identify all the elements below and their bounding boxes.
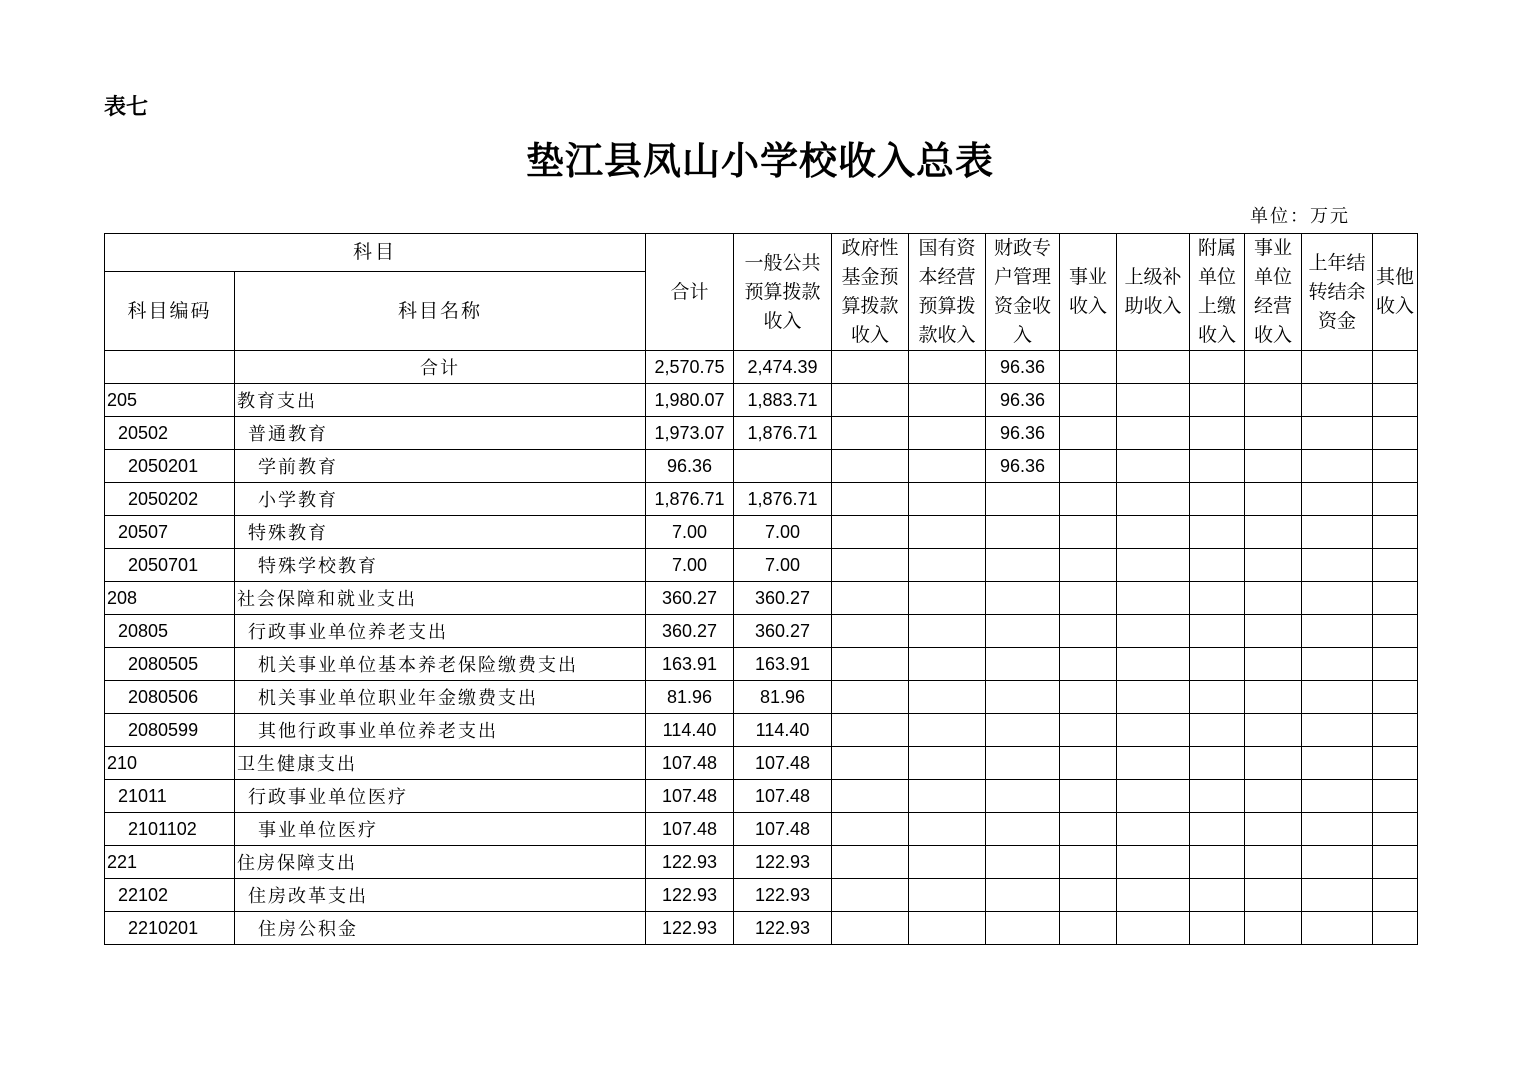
cell-empty xyxy=(1373,615,1418,648)
cell-empty xyxy=(1060,648,1117,681)
cell-general-budget: 1,883.71 xyxy=(734,384,832,417)
cell-general-budget: 360.27 xyxy=(734,582,832,615)
cell-total: 7.00 xyxy=(646,549,734,582)
cell-empty xyxy=(1190,747,1245,780)
cell-empty xyxy=(1190,351,1245,384)
cell-empty xyxy=(1117,351,1190,384)
cell-code: 2210201 xyxy=(105,912,235,945)
table-row xyxy=(105,780,1418,813)
cell-general-budget: 114.40 xyxy=(734,714,832,747)
cell-general-budget: 107.48 xyxy=(734,747,832,780)
cell-name: 学前教育 xyxy=(235,450,646,483)
cell-empty xyxy=(1245,681,1302,714)
cell-empty xyxy=(1117,615,1190,648)
cell-state-capital xyxy=(909,747,986,780)
cell-empty xyxy=(1117,582,1190,615)
cell-name: 卫生健康支出 xyxy=(235,747,646,780)
cell-state-capital xyxy=(909,549,986,582)
cell-total: 1,973.07 xyxy=(646,417,734,450)
cell-empty xyxy=(1117,780,1190,813)
cell-empty xyxy=(1060,912,1117,945)
cell-special-account xyxy=(986,912,1060,945)
cell-empty xyxy=(1117,384,1190,417)
cell-general-budget: 7.00 xyxy=(734,549,832,582)
cell-total: 163.91 xyxy=(646,648,734,681)
cell-empty xyxy=(1245,846,1302,879)
cell-empty xyxy=(1060,846,1117,879)
cell-code: 210 xyxy=(105,747,235,780)
header-operating: 事业单位经营收入 xyxy=(1245,234,1302,351)
cell-code: 2080599 xyxy=(105,714,235,747)
cell-general-budget: 1,876.71 xyxy=(734,417,832,450)
cell-code: 20502 xyxy=(105,417,235,450)
cell-gov-fund xyxy=(832,351,909,384)
cell-general-budget: 122.93 xyxy=(734,846,832,879)
cell-empty xyxy=(1190,615,1245,648)
header-superior-subsidy: 上级补助收入 xyxy=(1117,234,1190,351)
cell-empty xyxy=(1190,648,1245,681)
cell-general-budget: 360.27 xyxy=(734,615,832,648)
cell-general-budget: 1,876.71 xyxy=(734,483,832,516)
cell-total: 360.27 xyxy=(646,615,734,648)
cell-empty xyxy=(1373,549,1418,582)
cell-name: 机关事业单位基本养老保险缴费支出 xyxy=(235,648,646,681)
cell-gov-fund xyxy=(832,879,909,912)
cell-empty xyxy=(1302,912,1373,945)
cell-gov-fund xyxy=(832,714,909,747)
cell-special-account xyxy=(986,846,1060,879)
cell-empty xyxy=(1373,879,1418,912)
header-subject: 科目 xyxy=(105,234,646,272)
cell-empty xyxy=(1190,384,1245,417)
header-affiliated: 附属单位上缴收入 xyxy=(1190,234,1245,351)
cell-special-account xyxy=(986,582,1060,615)
cell-empty xyxy=(1302,648,1373,681)
cell-name: 特殊学校教育 xyxy=(235,549,646,582)
header-gov-fund: 政府性基金预算拨款收入 xyxy=(832,234,909,351)
cell-empty xyxy=(1060,450,1117,483)
cell-special-account xyxy=(986,516,1060,549)
cell-name: 行政事业单位医疗 xyxy=(235,780,646,813)
cell-general-budget: 81.96 xyxy=(734,681,832,714)
cell-empty xyxy=(1190,813,1245,846)
cell-empty xyxy=(1190,417,1245,450)
cell-total: 96.36 xyxy=(646,450,734,483)
cell-code: 20507 xyxy=(105,516,235,549)
cell-name: 小学教育 xyxy=(235,483,646,516)
cell-empty xyxy=(1302,582,1373,615)
cell-gov-fund xyxy=(832,384,909,417)
cell-empty xyxy=(1117,549,1190,582)
cell-empty xyxy=(1117,879,1190,912)
cell-empty xyxy=(1060,714,1117,747)
cell-empty xyxy=(1302,516,1373,549)
cell-gov-fund xyxy=(832,615,909,648)
cell-empty xyxy=(1302,714,1373,747)
cell-empty xyxy=(1117,483,1190,516)
cell-name: 住房公积金 xyxy=(235,912,646,945)
cell-special-account: 96.36 xyxy=(986,417,1060,450)
cell-state-capital xyxy=(909,582,986,615)
cell-empty xyxy=(1060,417,1117,450)
cell-empty xyxy=(1060,615,1117,648)
cell-gov-fund xyxy=(832,747,909,780)
cell-empty xyxy=(1190,549,1245,582)
cell-special-account xyxy=(986,780,1060,813)
cell-empty xyxy=(1373,351,1418,384)
cell-empty xyxy=(1302,549,1373,582)
cell-empty xyxy=(1373,648,1418,681)
cell-empty xyxy=(1245,813,1302,846)
cell-empty xyxy=(1373,747,1418,780)
cell-code: 2050701 xyxy=(105,549,235,582)
cell-empty xyxy=(1245,879,1302,912)
table-row xyxy=(105,846,1418,879)
cell-special-account xyxy=(986,549,1060,582)
cell-name: 事业单位医疗 xyxy=(235,813,646,846)
cell-total: 2,570.75 xyxy=(646,351,734,384)
cell-special-account: 96.36 xyxy=(986,450,1060,483)
cell-empty xyxy=(1060,879,1117,912)
cell-gov-fund xyxy=(832,780,909,813)
table-row xyxy=(105,681,1418,714)
cell-special-account: 96.36 xyxy=(986,351,1060,384)
cell-empty xyxy=(1245,747,1302,780)
cell-empty xyxy=(1245,351,1302,384)
cell-empty xyxy=(1302,681,1373,714)
cell-total: 122.93 xyxy=(646,846,734,879)
table-row xyxy=(105,813,1418,846)
cell-empty xyxy=(1190,483,1245,516)
cell-general-budget: 107.48 xyxy=(734,813,832,846)
cell-total: 107.48 xyxy=(646,747,734,780)
cell-empty xyxy=(1373,780,1418,813)
cell-code: 20805 xyxy=(105,615,235,648)
cell-empty xyxy=(1245,384,1302,417)
cell-empty xyxy=(1373,714,1418,747)
table-row xyxy=(105,912,1418,945)
cell-name: 行政事业单位养老支出 xyxy=(235,615,646,648)
cell-code: 21011 xyxy=(105,780,235,813)
header-total: 合计 xyxy=(646,234,734,351)
cell-state-capital xyxy=(909,681,986,714)
cell-code: 221 xyxy=(105,846,235,879)
cell-special-account: 96.36 xyxy=(986,384,1060,417)
cell-empty xyxy=(1373,846,1418,879)
cell-empty xyxy=(1117,813,1190,846)
cell-code: 22102 xyxy=(105,879,235,912)
cell-empty xyxy=(1117,912,1190,945)
cell-gov-fund xyxy=(832,450,909,483)
cell-code: 2080506 xyxy=(105,681,235,714)
cell-state-capital xyxy=(909,648,986,681)
cell-special-account xyxy=(986,483,1060,516)
cell-general-budget: 122.93 xyxy=(734,912,832,945)
cell-empty xyxy=(1190,450,1245,483)
table-row xyxy=(105,582,1418,615)
header-business: 事业收入 xyxy=(1060,234,1117,351)
cell-gov-fund xyxy=(832,483,909,516)
cell-gov-fund xyxy=(832,582,909,615)
cell-gov-fund xyxy=(832,648,909,681)
table-row xyxy=(105,384,1418,417)
cell-total: 107.48 xyxy=(646,780,734,813)
cell-empty xyxy=(1190,582,1245,615)
cell-empty xyxy=(1060,813,1117,846)
cell-state-capital xyxy=(909,450,986,483)
cell-empty xyxy=(1373,912,1418,945)
cell-empty xyxy=(1245,549,1302,582)
cell-empty xyxy=(1190,681,1245,714)
cell-empty xyxy=(1190,714,1245,747)
cell-gov-fund xyxy=(832,846,909,879)
cell-special-account xyxy=(986,879,1060,912)
cell-empty xyxy=(1245,912,1302,945)
cell-empty xyxy=(1245,714,1302,747)
cell-code xyxy=(105,351,235,384)
cell-name: 特殊教育 xyxy=(235,516,646,549)
cell-code: 2050201 xyxy=(105,450,235,483)
cell-name: 合计 xyxy=(235,351,646,384)
cell-gov-fund xyxy=(832,516,909,549)
cell-name: 住房改革支出 xyxy=(235,879,646,912)
cell-empty xyxy=(1245,780,1302,813)
cell-empty xyxy=(1117,747,1190,780)
table-body xyxy=(105,351,1418,945)
cell-gov-fund xyxy=(832,417,909,450)
cell-empty xyxy=(1302,384,1373,417)
cell-code: 205 xyxy=(105,384,235,417)
cell-general-budget: 163.91 xyxy=(734,648,832,681)
cell-empty xyxy=(1245,417,1302,450)
header-state-capital: 国有资本经营预算拨款收入 xyxy=(909,234,986,351)
cell-empty xyxy=(1190,516,1245,549)
cell-total: 7.00 xyxy=(646,516,734,549)
cell-empty xyxy=(1117,648,1190,681)
cell-general-budget: 107.48 xyxy=(734,780,832,813)
cell-state-capital xyxy=(909,384,986,417)
cell-empty xyxy=(1060,582,1117,615)
cell-special-account xyxy=(986,615,1060,648)
cell-empty xyxy=(1302,879,1373,912)
cell-general-budget: 7.00 xyxy=(734,516,832,549)
table-row xyxy=(105,516,1418,549)
cell-total: 122.93 xyxy=(646,912,734,945)
cell-special-account xyxy=(986,648,1060,681)
table-label: 表七 xyxy=(104,95,149,120)
cell-empty xyxy=(1245,516,1302,549)
cell-empty xyxy=(1302,846,1373,879)
cell-empty xyxy=(1117,681,1190,714)
cell-total: 107.48 xyxy=(646,813,734,846)
cell-empty xyxy=(1245,648,1302,681)
cell-empty xyxy=(1373,813,1418,846)
cell-empty xyxy=(1373,384,1418,417)
cell-empty xyxy=(1373,450,1418,483)
cell-empty xyxy=(1245,582,1302,615)
income-summary-table xyxy=(104,233,1418,945)
cell-state-capital xyxy=(909,780,986,813)
cell-total: 360.27 xyxy=(646,582,734,615)
table-row xyxy=(105,450,1418,483)
cell-state-capital xyxy=(909,516,986,549)
cell-special-account xyxy=(986,813,1060,846)
cell-state-capital xyxy=(909,483,986,516)
header-code: 科目编码 xyxy=(105,272,235,351)
cell-general-budget: 122.93 xyxy=(734,879,832,912)
table-row xyxy=(105,879,1418,912)
cell-code: 2080505 xyxy=(105,648,235,681)
cell-total: 1,876.71 xyxy=(646,483,734,516)
cell-empty xyxy=(1373,582,1418,615)
cell-empty xyxy=(1060,483,1117,516)
cell-empty xyxy=(1373,516,1418,549)
cell-empty xyxy=(1302,417,1373,450)
cell-empty xyxy=(1117,450,1190,483)
cell-total: 1,980.07 xyxy=(646,384,734,417)
cell-empty xyxy=(1190,846,1245,879)
cell-empty xyxy=(1245,615,1302,648)
cell-state-capital xyxy=(909,846,986,879)
cell-empty xyxy=(1117,714,1190,747)
header-other: 其他收入 xyxy=(1373,234,1418,351)
cell-general-budget xyxy=(734,450,832,483)
header-special-account: 财政专户管理资金收入 xyxy=(986,234,1060,351)
table-row xyxy=(105,417,1418,450)
cell-empty xyxy=(1302,615,1373,648)
table-row xyxy=(105,648,1418,681)
cell-name: 教育支出 xyxy=(235,384,646,417)
cell-state-capital xyxy=(909,912,986,945)
cell-empty xyxy=(1245,483,1302,516)
cell-name: 住房保障支出 xyxy=(235,846,646,879)
cell-total: 122.93 xyxy=(646,879,734,912)
cell-state-capital xyxy=(909,351,986,384)
cell-special-account xyxy=(986,681,1060,714)
cell-name: 社会保障和就业支出 xyxy=(235,582,646,615)
cell-empty xyxy=(1060,681,1117,714)
header-general-budget: 一般公共预算拨款收入 xyxy=(734,234,832,351)
cell-name: 机关事业单位职业年金缴费支出 xyxy=(235,681,646,714)
cell-empty xyxy=(1302,450,1373,483)
cell-empty xyxy=(1302,813,1373,846)
cell-state-capital xyxy=(909,714,986,747)
cell-total: 114.40 xyxy=(646,714,734,747)
cell-empty xyxy=(1373,483,1418,516)
cell-empty xyxy=(1117,846,1190,879)
cell-gov-fund xyxy=(832,549,909,582)
cell-code: 2101102 xyxy=(105,813,235,846)
cell-name: 普通教育 xyxy=(235,417,646,450)
cell-empty xyxy=(1060,780,1117,813)
cell-name: 其他行政事业单位养老支出 xyxy=(235,714,646,747)
header-name: 科目名称 xyxy=(235,272,646,351)
table-row xyxy=(105,483,1418,516)
cell-empty xyxy=(1190,780,1245,813)
cell-empty xyxy=(1060,747,1117,780)
cell-empty xyxy=(1190,879,1245,912)
cell-empty xyxy=(1060,516,1117,549)
cell-empty xyxy=(1117,516,1190,549)
cell-empty xyxy=(1302,483,1373,516)
cell-empty xyxy=(1302,780,1373,813)
cell-empty xyxy=(1060,384,1117,417)
table-row xyxy=(105,351,1418,384)
cell-empty xyxy=(1373,417,1418,450)
cell-empty xyxy=(1302,747,1373,780)
cell-empty xyxy=(1245,450,1302,483)
header-carryover: 上年结转结余资金 xyxy=(1302,234,1373,351)
table-row xyxy=(105,549,1418,582)
cell-state-capital xyxy=(909,417,986,450)
cell-state-capital xyxy=(909,615,986,648)
unit-label: 单位：万元 xyxy=(1250,206,1350,227)
cell-code: 208 xyxy=(105,582,235,615)
cell-state-capital xyxy=(909,879,986,912)
page-title: 垫江县凤山小学校收入总表 xyxy=(525,138,994,183)
cell-empty xyxy=(1060,549,1117,582)
cell-gov-fund xyxy=(832,912,909,945)
cell-empty xyxy=(1302,351,1373,384)
table-row xyxy=(105,615,1418,648)
cell-gov-fund xyxy=(832,681,909,714)
cell-empty xyxy=(1060,351,1117,384)
cell-empty xyxy=(1117,417,1190,450)
cell-special-account xyxy=(986,747,1060,780)
cell-state-capital xyxy=(909,813,986,846)
cell-empty xyxy=(1373,681,1418,714)
cell-empty xyxy=(1190,912,1245,945)
cell-special-account xyxy=(986,714,1060,747)
cell-general-budget: 2,474.39 xyxy=(734,351,832,384)
cell-gov-fund xyxy=(832,813,909,846)
cell-code: 2050202 xyxy=(105,483,235,516)
cell-total: 81.96 xyxy=(646,681,734,714)
table-row xyxy=(105,747,1418,780)
table-row xyxy=(105,714,1418,747)
